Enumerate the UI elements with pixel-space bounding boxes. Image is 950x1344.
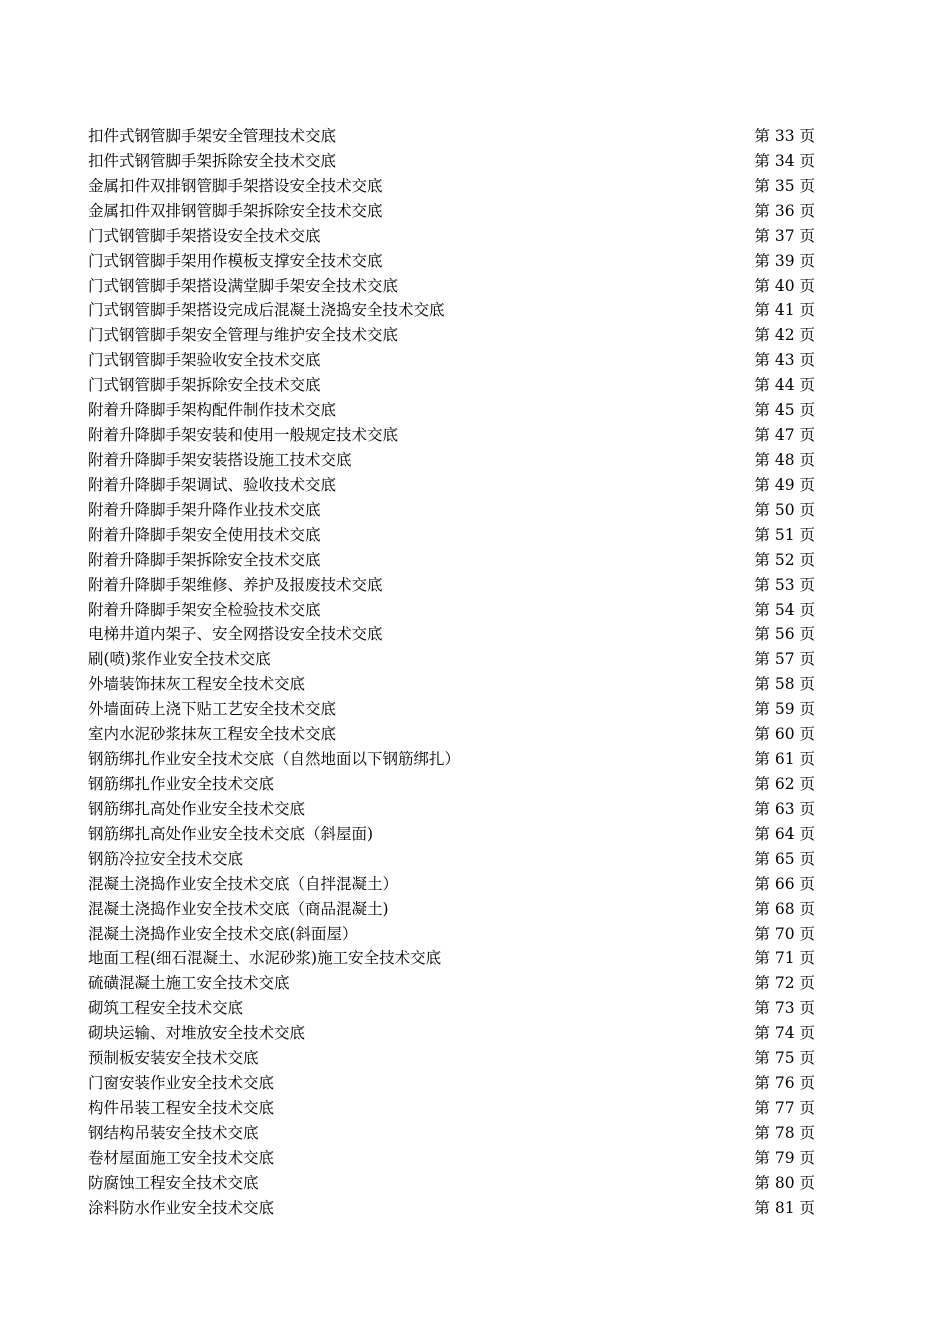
toc-entry	[88, 548, 815, 573]
toc-entry	[88, 348, 815, 373]
toc-entry-title: 扣件式钢管脚手架拆除安全技术交底	[88, 151, 337, 170]
toc-entry-title: 附着升降脚手架安全检验技术交底	[88, 600, 321, 619]
toc-entry-page: 第 61 页	[754, 750, 815, 769]
toc-entry-title: 附着升降脚手架安装搭设施工技术交底	[88, 450, 352, 469]
toc-entry	[88, 398, 815, 423]
toc-entry	[88, 797, 815, 822]
toc-entry-title: 门式钢管脚手架搭设满堂脚手架安全技术交底	[88, 276, 399, 295]
toc-entry-page: 第 45 页	[754, 401, 815, 420]
toc-entry-page: 第 73 页	[754, 999, 815, 1018]
toc-entry-title: 防腐蚀工程安全技术交底	[88, 1173, 259, 1192]
toc-entry	[88, 996, 815, 1021]
toc-entry-title: 附着升降脚手架调试、验收技术交底	[88, 475, 337, 494]
toc-entry-page: 第 36 页	[754, 201, 815, 220]
toc-entry	[88, 722, 815, 747]
toc-entry	[88, 1146, 815, 1171]
toc-entry	[88, 822, 815, 847]
toc-entry-title: 涂料防水作业安全技术交底	[88, 1198, 275, 1217]
toc-entry-title: 卷材屋面施工安全技术交底	[88, 1148, 275, 1167]
toc-entry-page: 第 49 页	[754, 475, 815, 494]
toc-entry-title: 室内水泥砂浆抹灰工程安全技术交底	[88, 725, 337, 744]
toc-entry-page: 第 75 页	[754, 1049, 815, 1068]
toc-entry-title: 电梯井道内架子、安全网搭设安全技术交底	[88, 625, 383, 644]
table-of-contents	[88, 124, 815, 1221]
toc-entry-page: 第 54 页	[754, 600, 815, 619]
toc-entry	[88, 971, 815, 996]
toc-entry-title: 混凝土浇捣作业安全技术交底（自拌混凝土）	[88, 874, 399, 893]
toc-entry-title: 砌块运输、对堆放安全技术交底	[88, 1024, 306, 1043]
toc-entry-page: 第 37 页	[754, 226, 815, 245]
toc-entry	[88, 1071, 815, 1096]
toc-entry	[88, 772, 815, 797]
toc-entry	[88, 1121, 815, 1146]
toc-entry-page: 第 48 页	[754, 450, 815, 469]
toc-entry-page: 第 34 页	[754, 151, 815, 170]
toc-entry	[88, 298, 815, 323]
toc-entry	[88, 647, 815, 672]
toc-entry-title: 门式钢管脚手架用作模板支撑安全技术交底	[88, 251, 383, 270]
toc-entry-title: 金属扣件双排钢管脚手架搭设安全技术交底	[88, 176, 383, 195]
toc-entry-page: 第 66 页	[754, 874, 815, 893]
toc-entry-page: 第 60 页	[754, 725, 815, 744]
toc-entry	[88, 922, 815, 947]
toc-entry-title: 地面工程(细石混凝土、水泥砂浆)施工安全技术交底	[88, 949, 442, 968]
toc-entry-page: 第 71 页	[754, 949, 815, 968]
toc-entry-title: 砌筑工程安全技术交底	[88, 999, 244, 1018]
toc-entry	[88, 747, 815, 772]
toc-entry-title: 扣件式钢管脚手架安全管理技术交底	[88, 127, 337, 145]
toc-entry	[88, 872, 815, 897]
toc-entry-title: 钢筋绑扎高处作业安全技术交底	[88, 799, 306, 818]
toc-entry-title: 外墙面砖上浇下贴工艺安全技术交底	[88, 700, 337, 719]
toc-entry-title: 硫磺混凝土施工安全技术交底	[88, 974, 290, 993]
toc-entry-page: 第 65 页	[754, 849, 815, 868]
toc-entry-title: 门式钢管脚手架拆除安全技术交底	[88, 376, 321, 395]
toc-entry-title: 构件吊装工程安全技术交底	[88, 1098, 275, 1117]
toc-entry-page: 第 62 页	[754, 774, 815, 793]
toc-entry-title: 钢筋绑扎高处作业安全技术交底（斜屋面)	[88, 824, 374, 843]
toc-entry-title: 混凝土浇捣作业安全技术交底(斜面屋）	[88, 924, 358, 943]
toc-entry	[88, 323, 815, 348]
toc-entry-title: 附着升降脚手架维修、养护及报废技术交底	[88, 575, 383, 594]
toc-entry-page: 第 78 页	[754, 1123, 815, 1142]
toc-entry	[88, 946, 815, 971]
toc-entry	[88, 1096, 815, 1121]
toc-entry-title: 附着升降脚手架安全使用技术交底	[88, 525, 321, 544]
toc-entry-page: 第 63 页	[754, 799, 815, 818]
toc-entry-page: 第 64 页	[754, 824, 815, 843]
toc-entry	[88, 149, 815, 174]
toc-entry-page: 第 58 页	[754, 675, 815, 694]
toc-entry	[88, 598, 815, 623]
toc-entry-page: 第 52 页	[754, 550, 815, 569]
toc-entry-page: 第 59 页	[754, 700, 815, 719]
toc-entry-title: 钢结构吊装安全技术交底	[88, 1123, 259, 1142]
toc-entry-page: 第 76 页	[754, 1074, 815, 1093]
toc-entry	[88, 249, 815, 274]
toc-entry-page: 第 80 页	[754, 1173, 815, 1192]
toc-entry-page: 第 44 页	[754, 376, 815, 395]
toc-entry-page: 第 79 页	[754, 1148, 815, 1167]
toc-entry	[88, 373, 815, 398]
toc-entry-page: 第 68 页	[754, 899, 815, 918]
toc-entry-page: 第 39 页	[754, 251, 815, 270]
toc-entry-page: 第 57 页	[754, 650, 815, 669]
toc-entry-title: 门式钢管脚手架安全管理与维护安全技术交底	[88, 326, 399, 345]
toc-entry	[88, 1196, 815, 1221]
toc-entry-title: 外墙装饰抹灰工程安全技术交底	[88, 675, 306, 694]
toc-entry-title: 附着升降脚手架构配件制作技术交底	[88, 401, 337, 420]
toc-entry	[88, 573, 815, 598]
toc-entry-title: 门式钢管脚手架验收安全技术交底	[88, 351, 321, 370]
toc-entry-page: 第 41 页	[754, 301, 815, 320]
toc-entry-page: 第 53 页	[754, 575, 815, 594]
toc-entry	[88, 697, 815, 722]
toc-entry-title: 附着升降脚手架拆除安全技术交底	[88, 550, 321, 569]
toc-entry	[88, 199, 815, 224]
toc-entry-title: 钢筋绑扎作业安全技术交底（自然地面以下钢筋绑扎）	[88, 750, 461, 769]
toc-entry	[88, 124, 815, 149]
toc-entry-title: 门式钢管脚手架搭设完成后混凝土浇捣安全技术交底	[88, 301, 445, 320]
toc-entry	[88, 423, 815, 448]
toc-entry	[88, 897, 815, 922]
toc-entry-title: 金属扣件双排钢管脚手架拆除安全技术交底	[88, 201, 383, 220]
toc-entry	[88, 1046, 815, 1071]
toc-entry-page: 第 40 页	[754, 276, 815, 295]
toc-entry-page: 第 70 页	[754, 924, 815, 943]
toc-entry	[88, 672, 815, 697]
toc-entry-title: 附着升降脚手架升降作业技术交底	[88, 500, 321, 519]
toc-entry-page: 第 81 页	[754, 1198, 815, 1217]
toc-entry-title: 附着升降脚手架安装和使用一般规定技术交底	[88, 426, 399, 445]
toc-entry	[88, 847, 815, 872]
toc-entry	[88, 473, 815, 498]
toc-entry	[88, 622, 815, 647]
toc-entry-page: 第 47 页	[754, 426, 815, 445]
toc-entry-title: 钢筋绑扎作业安全技术交底	[88, 774, 275, 793]
toc-entry-page: 第 50 页	[754, 500, 815, 519]
toc-entry	[88, 498, 815, 523]
toc-entry-page: 第 35 页	[754, 176, 815, 195]
toc-entry	[88, 448, 815, 473]
toc-entry-page: 第 56 页	[754, 625, 815, 644]
toc-entry-title: 钢筋冷拉安全技术交底	[88, 849, 244, 868]
toc-entry-title: 门式钢管脚手架搭设安全技术交底	[88, 226, 321, 245]
toc-entry-page: 第 74 页	[754, 1024, 815, 1043]
toc-entry-page: 第 42 页	[754, 326, 815, 345]
toc-entry-page: 第 77 页	[754, 1098, 815, 1117]
toc-entry	[88, 523, 815, 548]
toc-entry-title: 预制板安装安全技术交底	[88, 1049, 259, 1068]
toc-entry-title: 刷(喷)浆作业安全技术交底	[88, 650, 271, 669]
toc-entry-title: 混凝土浇捣作业安全技术交底（商品混凝土)	[88, 899, 389, 918]
toc-entry	[88, 224, 815, 249]
toc-entry	[88, 174, 815, 199]
toc-entry	[88, 1171, 815, 1196]
toc-entry	[88, 1021, 815, 1046]
toc-entry-page: 第 72 页	[754, 974, 815, 993]
toc-entry-page: 第 43 页	[754, 351, 815, 370]
toc-entry	[88, 274, 815, 299]
toc-entry-page: 第 33 页	[754, 127, 815, 145]
toc-entry-title: 门窗安装作业安全技术交底	[88, 1074, 275, 1093]
toc-entry-page: 第 51 页	[754, 525, 815, 544]
